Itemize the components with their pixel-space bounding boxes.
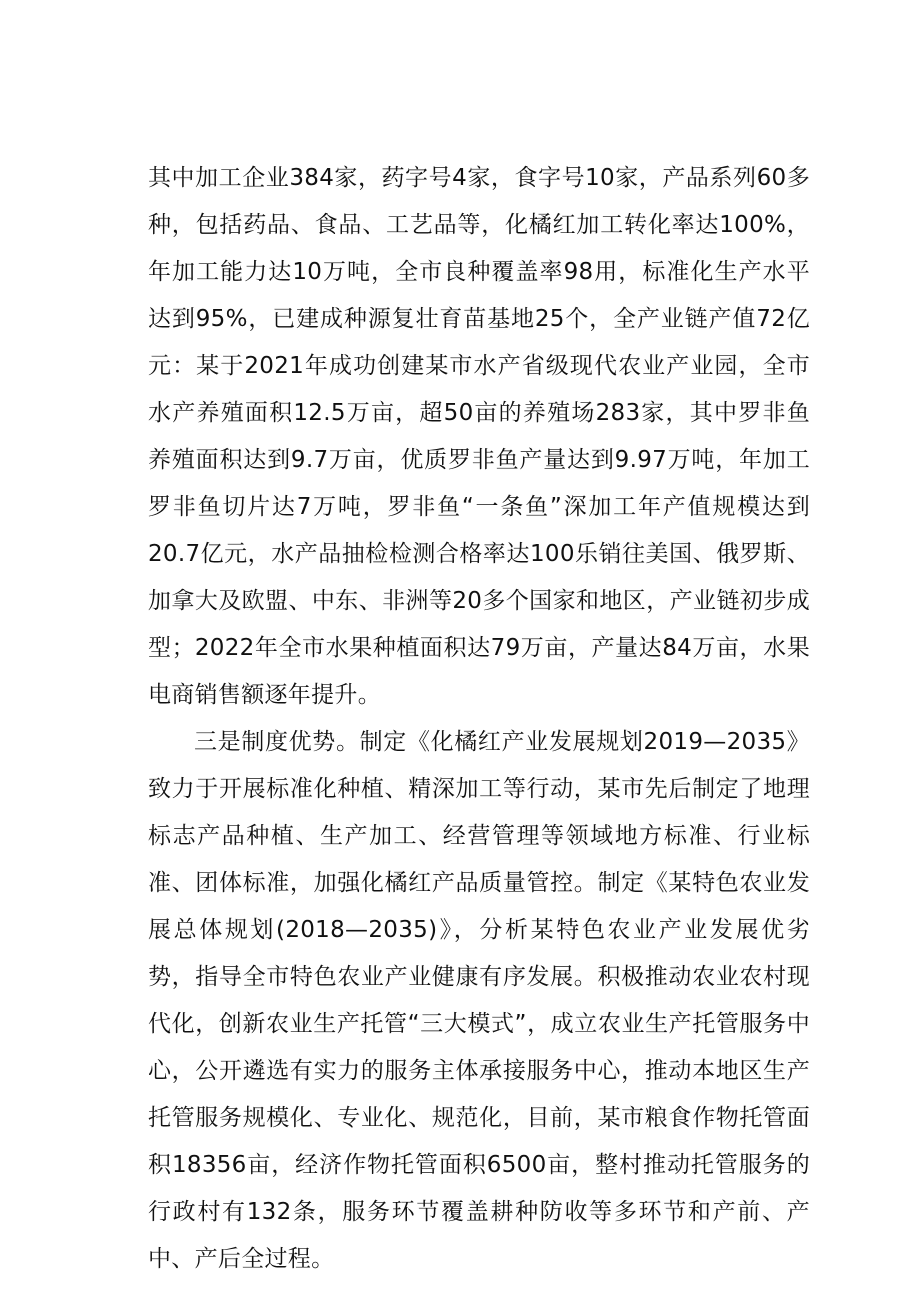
paragraph-continuation: 其中加工企业384家，药字号4家，食字号10家，产品系列60多种，包括药品、食品、工艺品等，化橘红加工转化率达100%，年加工能力达10万吨，全市良种覆盖率98用，标准化生产水平达到95%，已建成种源复壮育苗基地25个，全产业链产值72亿元：某于2021年成功创建某市水产省级现代农业产业园，全市水产养殖面积12.5万亩，超50亩的养殖场283家，其中罗非鱼养殖面积达到9.7万亩，优质罗非鱼产量达到9.97万吨，年加工罗非鱼切片达7万吨，罗非鱼“一条鱼”深加工年产值规模达到20.7亿元，水产品抽检检测合格率达100乐销往美国、俄罗斯、加拿大及欧盟、中东、非洲等20多个国家和地区，产业链初步成型；2022年全市水果种植面积达79万亩，产量达84万亩，水果电商销售额逐年提升。 (148, 165, 810, 708)
paragraph-institutional-advantage: 三是制度优势。制定《化橘红产业发展规划2019—2035》致力于开展标准化种植、精深加工等行动，某市先后制定了地理标志产品种植、生产加工、经营管理等领域地方标准、行业标准、团体标准，加强化橘红产品质量管控。制定《某特色农业发展总体规划(2018—2035)》，分析某特色农业产业发展优劣势，指导全市特色农业产业健康有序发展。积极推动农业农村现代化，创新农业生产托管“三大模式”，成立农业生产托管服务中心，公开遴选有实力的服务主体承接服务中心，推动本地区生产托管服务规模化、专业化、规范化，目前，某市粮食作物托管面积18356亩，经济作物托管面积6500亩，整村推动托管服务的行政村有132条，服务环节覆盖耕种防收等多环节和产前、产中、产后全过程。 (148, 729, 810, 1272)
body-text (148, 155, 810, 1283)
